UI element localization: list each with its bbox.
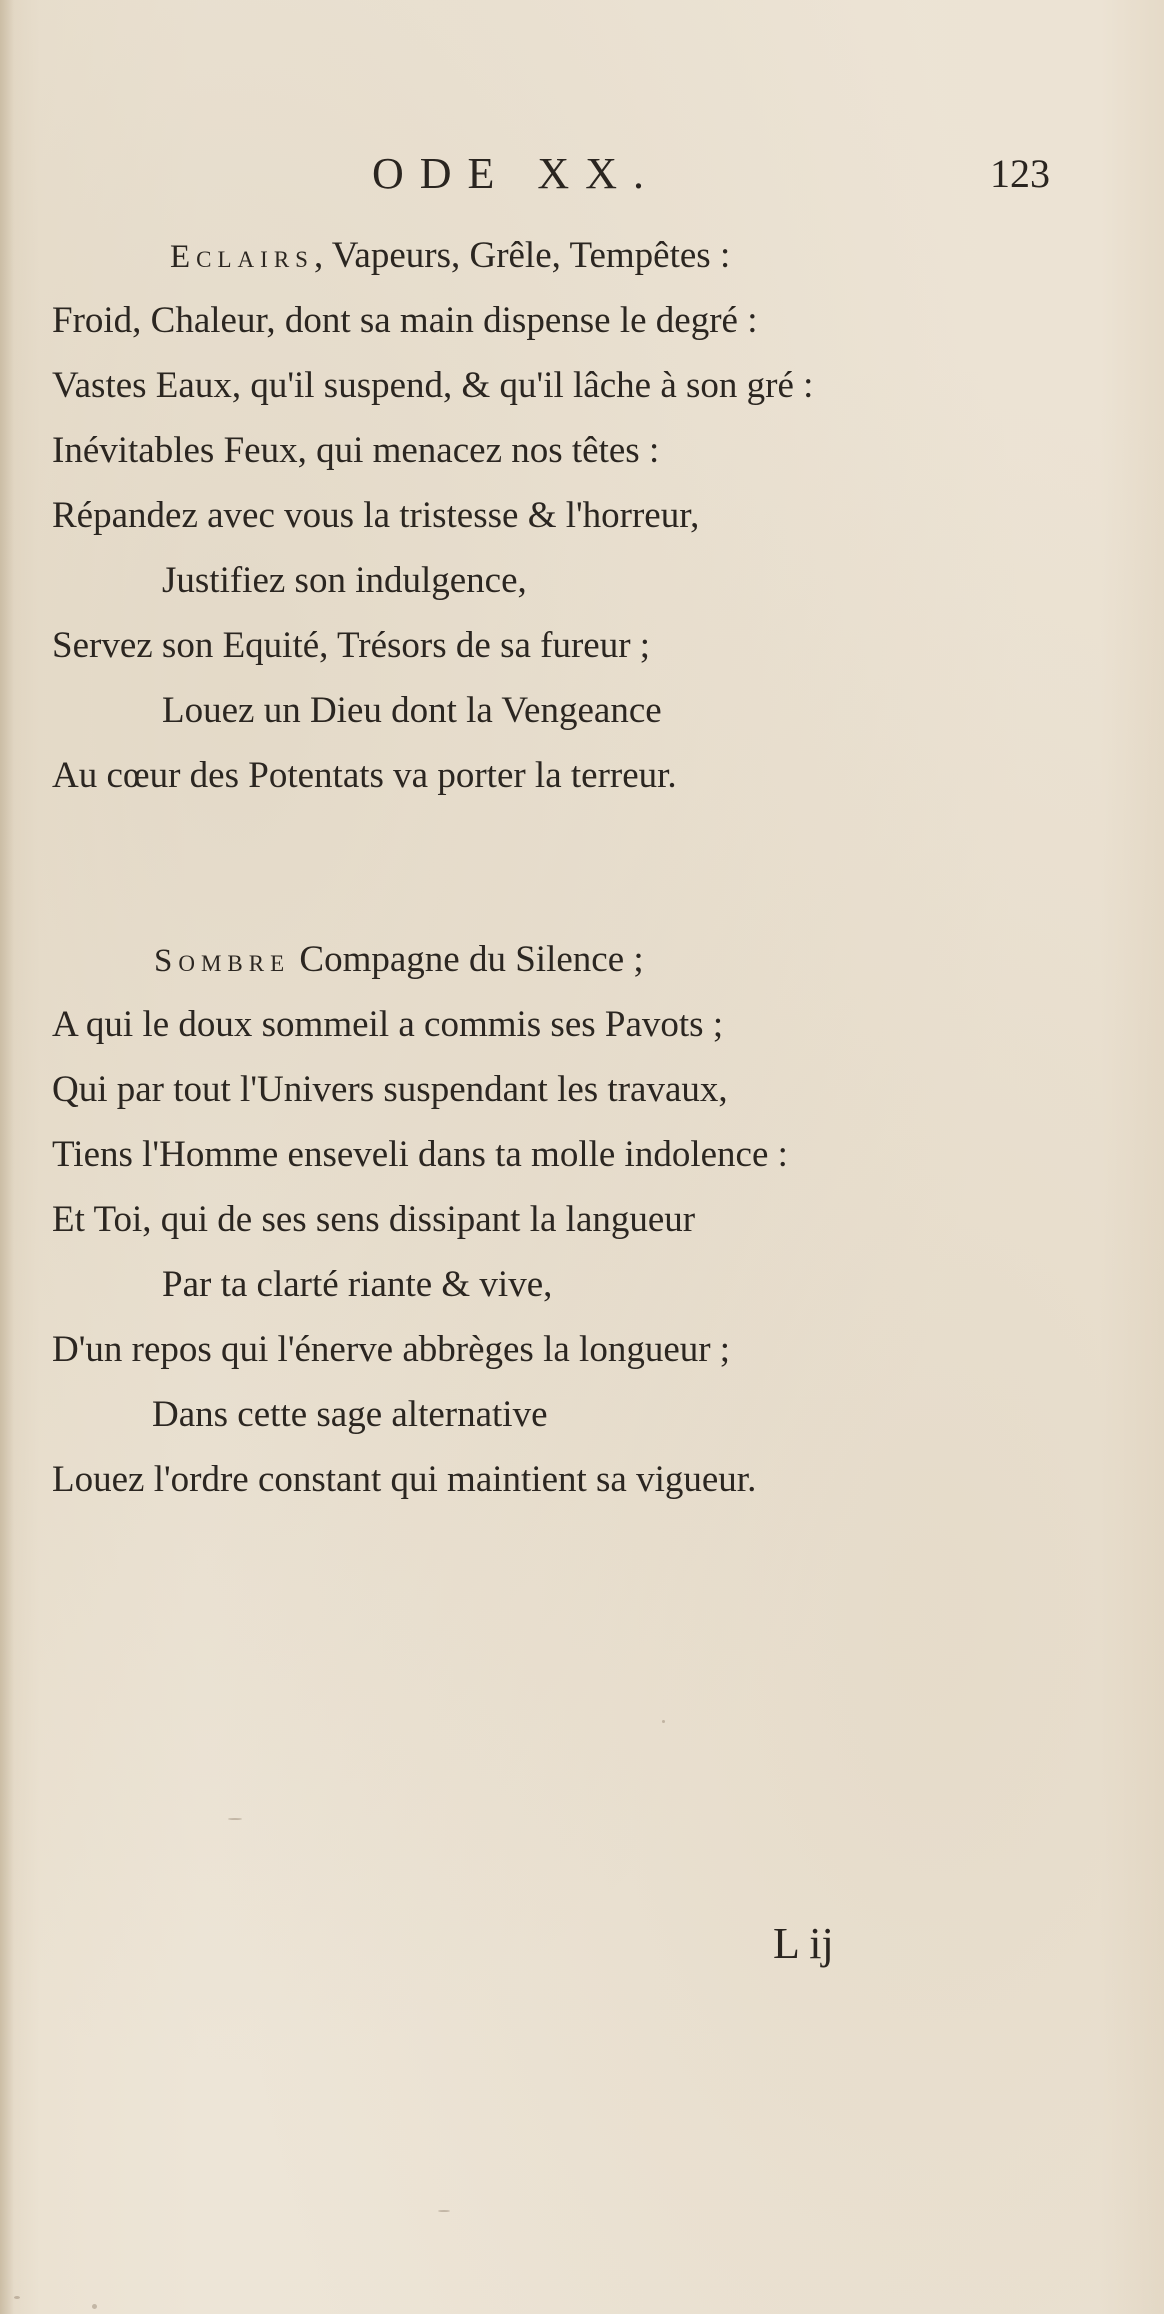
verse-line: Louez un Dieu dont la Vengeance [162, 690, 662, 731]
verse-line: Répandez avec vous la tristesse & l'horreur, [52, 495, 700, 536]
verse-line: Servez son Equité, Trésors de sa fureur ; [52, 625, 651, 666]
verse-line: Au cœur des Potentats va porter la terreur. [52, 755, 677, 796]
verse-line: Inévitables Feux, qui menacez nos têtes : [52, 430, 660, 471]
verse-line: Dans cette sage alternative [152, 1394, 548, 1435]
stanza-opening-word: Eclairs [170, 239, 314, 275]
ink-speck [92, 2304, 97, 2309]
verse-line: Justifiez son indulgence, [162, 560, 527, 601]
verse-line: Froid, Chaleur, dont sa main dispense le degré : [52, 300, 758, 341]
verse-line: Qui par tout l'Univers suspendant les travaux, [52, 1069, 728, 1110]
verse-line: Tiens l'Homme enseveli dans ta molle indolence : [52, 1134, 788, 1175]
ink-speck [228, 1818, 242, 1820]
verse-line: Et Toi, qui de ses sens dissipant la langueur [52, 1199, 696, 1240]
ink-speck [438, 2210, 450, 2212]
verse-line: A qui le doux sommeil a commis ses Pavots ; [52, 1004, 724, 1045]
verse-line: Vastes Eaux, qu'il suspend, & qu'il lâche à son gré : [52, 365, 814, 406]
signature-mark: L ij [773, 1919, 834, 1968]
verse-line: Par ta clarté riante & vive, [162, 1264, 553, 1305]
verse-line: Sombre Compagne du Silence ; [154, 939, 644, 980]
page-number: 123 [990, 151, 1050, 196]
ink-speck [14, 2296, 20, 2299]
stanza-opening-word: Sombre [154, 943, 291, 979]
ink-speck [662, 1720, 665, 1723]
verse-line: Louez l'ordre constant qui maintient sa vigueur. [52, 1459, 757, 1500]
running-head-title: ODE XX. [372, 149, 660, 198]
verse-line: D'un repos qui l'énerve abbrèges la longueur ; [52, 1329, 731, 1370]
verse-line: Eclairs, Vapeurs, Grêle, Tempêtes : [170, 235, 731, 276]
page-gutter [0, 0, 14, 2314]
running-head [0, 148, 1164, 208]
